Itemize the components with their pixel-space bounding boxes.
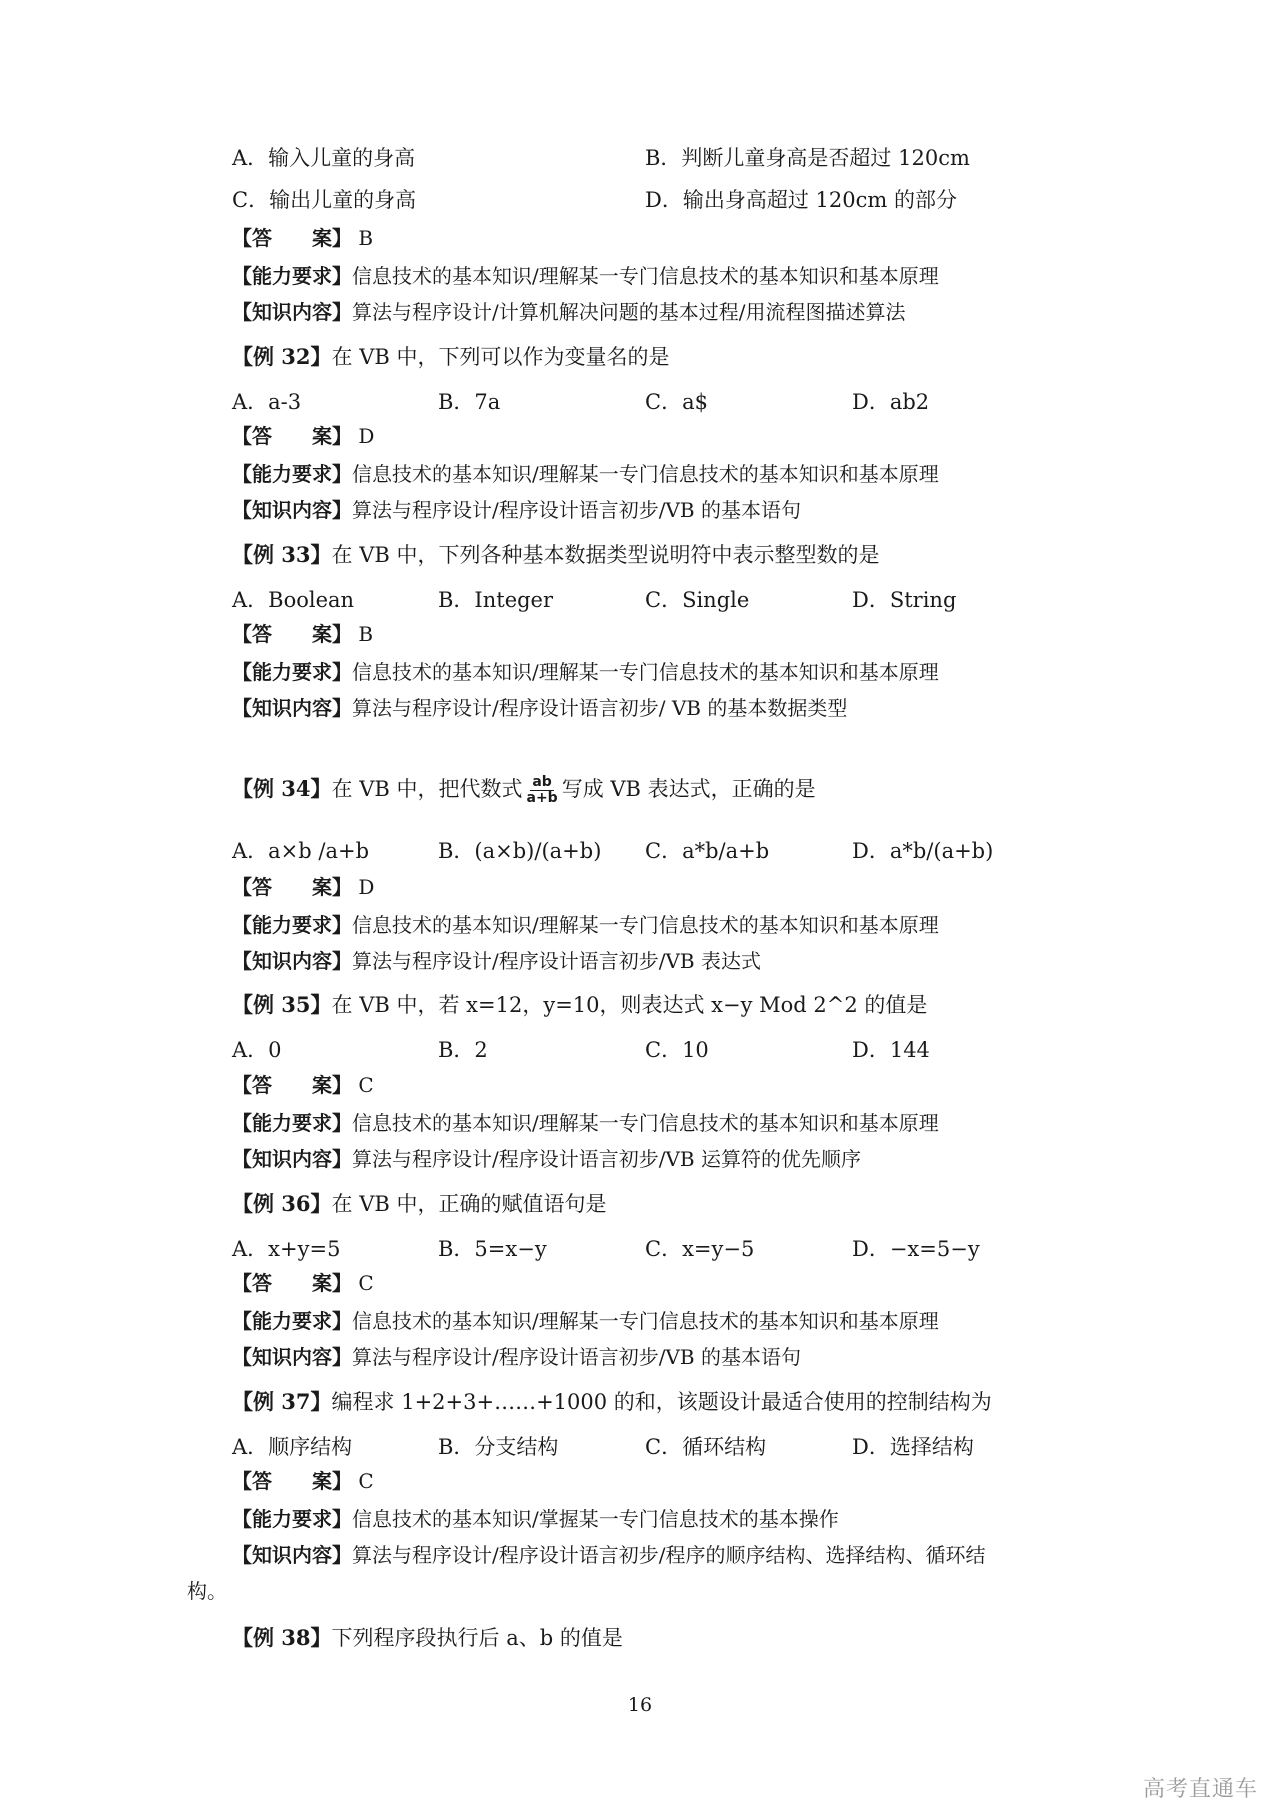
knowledge-line: 【知识内容】算法与程序设计/程序设计语言初步/VB 的基本语句 [232, 498, 801, 522]
option-b: B．分支结构 [438, 1435, 559, 1459]
answer-line: 【答 案】 C [232, 1271, 374, 1295]
option-a: A．0 [232, 1038, 282, 1062]
option-b: B．5=x−y [438, 1237, 547, 1261]
option-c: C．输出儿童的身高 [232, 188, 417, 212]
knowledge-line: 【知识内容】算法与程序设计/程序设计语言初步/VB 运算符的优先顺序 [232, 1147, 861, 1171]
option-c: C．循环结构 [645, 1435, 767, 1459]
question-36: 【例 36】在 VB 中，正确的赋值语句是 [232, 1191, 607, 1216]
option-a: A．Boolean [232, 588, 355, 612]
ability-line: 【能力要求】信息技术的基本知识/理解某一专门信息技术的基本知识和基本原理 [232, 1111, 939, 1135]
option-d: D．输出身高超过 120cm 的部分 [645, 188, 957, 212]
ability-line: 【能力要求】信息技术的基本知识/理解某一专门信息技术的基本知识和基本原理 [232, 660, 939, 684]
question-38: 【例 38】下列程序段执行后 a、b 的值是 [232, 1625, 623, 1650]
option-d: D．a*b/(a+b) [852, 839, 994, 863]
knowledge-line: 【知识内容】算法与程序设计/程序设计语言初步/VB 的基本语句 [232, 1345, 801, 1369]
answer-line: 【答 案】 C [232, 1469, 374, 1493]
ability-line: 【能力要求】信息技术的基本知识/理解某一专门信息技术的基本知识和基本原理 [232, 462, 939, 486]
answer-line: 【答 案】 B [232, 226, 374, 250]
question-34: 【例 34】在 VB 中，把代数式 $\frac{ab}{a+b}$ 写成 VB 表达式，正确的是 [232, 774, 816, 806]
option-b: B．(a×b)/(a+b) [438, 839, 602, 863]
option-a: A．顺序结构 [232, 1435, 353, 1459]
option-c: C．Single [645, 588, 750, 612]
option-d: D．ab2 [852, 390, 930, 414]
knowledge-line: 【知识内容】算法与程序设计/计算机解决问题的基本过程/用流程图描述算法 [232, 300, 906, 324]
answer-line: 【答 案】 C [232, 1073, 374, 1097]
knowledge-line-continued: 构。 [187, 1579, 227, 1603]
option-a: A．输入儿童的身高 [232, 146, 416, 170]
option-b: B．7a [438, 390, 501, 414]
option-c: C．a$ [645, 390, 708, 414]
knowledge-line: 【知识内容】算法与程序设计/程序设计语言初步/VB 表达式 [232, 949, 761, 973]
answer-line: 【答 案】 B [232, 622, 374, 646]
ability-line: 【能力要求】信息技术的基本知识/理解某一专门信息技术的基本知识和基本原理 [232, 1309, 939, 1333]
option-a: A．a-3 [232, 390, 302, 414]
ability-line: 【能力要求】信息技术的基本知识/理解某一专门信息技术的基本知识和基本原理 [232, 264, 939, 288]
option-c: C．x=y−5 [645, 1237, 755, 1261]
option-b: B．判断儿童身高是否超过 120cm [645, 146, 970, 170]
option-d: D．选择结构 [852, 1435, 974, 1459]
option-d: D．144 [852, 1038, 930, 1062]
option-d: D．−x=5−y [852, 1237, 980, 1261]
option-c: C．10 [645, 1038, 709, 1062]
ability-line: 【能力要求】信息技术的基本知识/理解某一专门信息技术的基本知识和基本原理 [232, 913, 939, 937]
option-b: B．Integer [438, 588, 554, 612]
question-33: 【例 33】在 VB 中，下列各种基本数据类型说明符中表示整型数的是 [232, 542, 880, 567]
knowledge-line: 【知识内容】算法与程序设计/程序设计语言初步/程序的顺序结构、选择结构、循环结 [232, 1543, 986, 1567]
knowledge-line: 【知识内容】算法与程序设计/程序设计语言初步/ VB 的基本数据类型 [232, 696, 848, 720]
watermark: 高考直通车 [1142, 1777, 1258, 1802]
answer-line: 【答 案】 D [232, 424, 375, 448]
option-a: A．x+y=5 [232, 1237, 341, 1261]
fraction-expression: $\frac{ab}{a+b}$ [526, 774, 558, 806]
question-35: 【例 35】在 VB 中，若 x=12，y=10，则表达式 x−y Mod 2^2 的值是 [232, 992, 928, 1017]
option-a: A．a×b /a+b [232, 839, 370, 863]
option-d: D．String [852, 588, 957, 612]
option-c: C．a*b/a+b [645, 839, 770, 863]
question-37: 【例 37】编程求 1+2+3+……+1000 的和，该题设计最适合使用的控制结构为 [232, 1389, 992, 1414]
ability-line: 【能力要求】信息技术的基本知识/掌握某一专门信息技术的基本操作 [232, 1507, 839, 1531]
answer-line: 【答 案】 D [232, 875, 375, 899]
question-32: 【例 32】在 VB 中，下列可以作为变量名的是 [232, 344, 670, 369]
option-b: B．2 [438, 1038, 488, 1062]
page-number: 16 [627, 1694, 653, 1716]
